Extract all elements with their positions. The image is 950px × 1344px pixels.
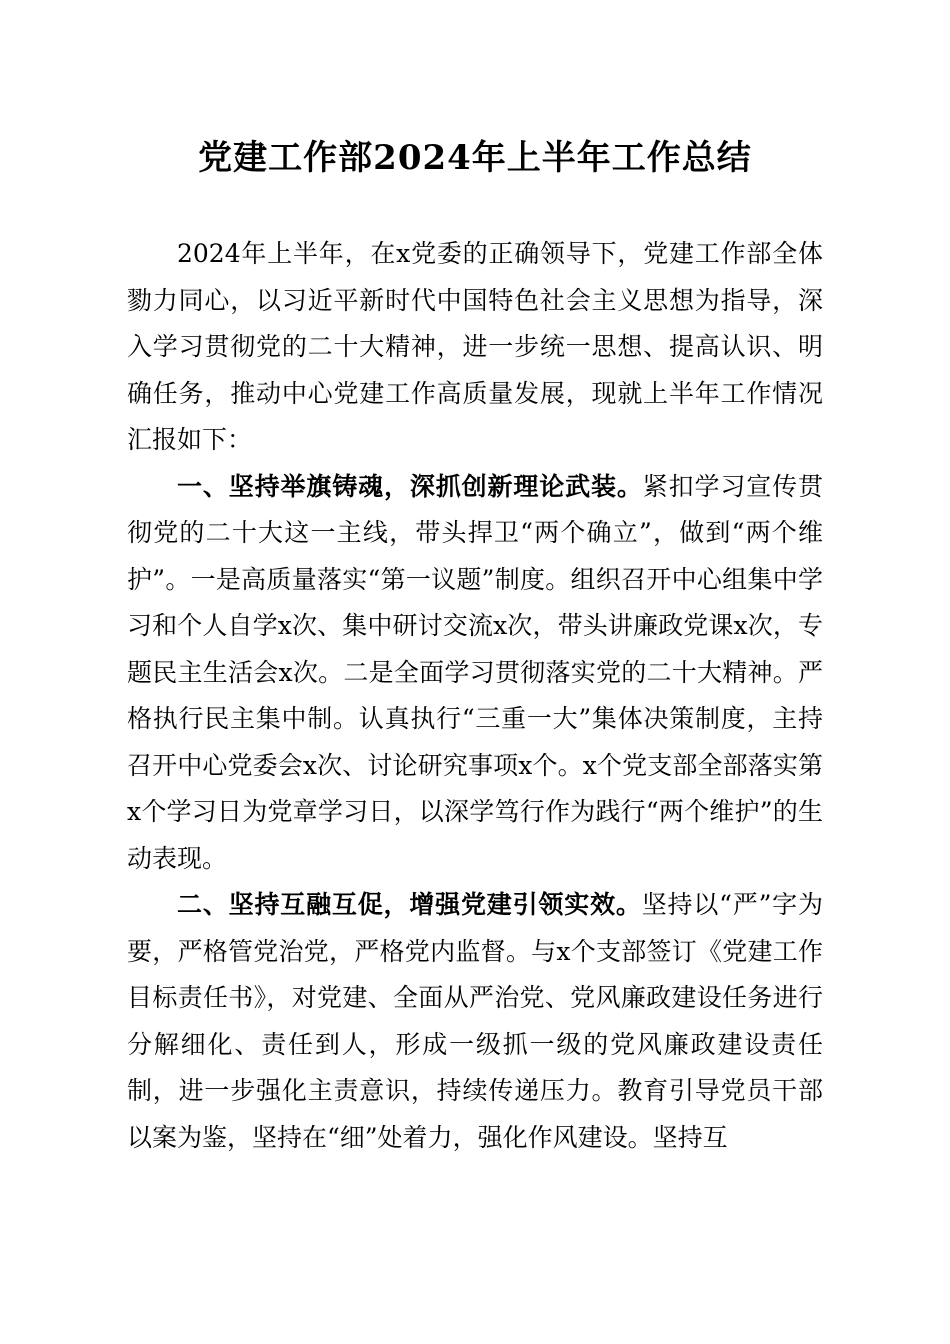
section-1-paragraph	[127, 464, 823, 883]
intro-paragraph: 2024年上半年，在x党委的正确领导下，党建工作部全体勠力同心，以习近平新时代中国特色社会主义思想为指导，深入学习贯彻党的二十大精神，进一步统一思想、提高认识、明确任务，推动中心党建工作高质量发展，现就上半年工作情况汇报如下：	[127, 239, 823, 454]
section-1-heading: 一、坚持举旗铸魂，深抓创新理论武装。	[177, 471, 643, 501]
section-2-heading: 二、坚持互融互促，增强党建引领实效。	[177, 890, 642, 919]
section-2-paragraph	[127, 882, 823, 1161]
section-2-text: 坚持以“严”字为要，严格管党治党，严格党内监督。与x个支部签订《党建工作目标责任书》，对党建、全面从严治党、党风廉政建设任务进行分解细化、责任到人，形成一级抓一级的党风廉政建设责任制，进一步强化主责意识，持续传递压力。教育引导党员干部以案为鉴，坚持在“细”处着力，强化作风建设。坚持互	[127, 890, 823, 1152]
document-body	[127, 231, 823, 1161]
section-1-text: 紧扣学习宣传贯彻党的二十大这一主线，带头捍卫“两个确立”，做到“两个维护”。一是高质量落实“第一议题”制度。组织召开中心组集中学习和个人自学x次、集中研讨交流x次，带头讲廉政党课x次，专题民主生活会x次。二是全面学习贯彻落实党的二十大精神。严格执行民主集中制。认真执行“三重一大”集体决策制度，主持召开中心党委会x次、讨论研究事项x个。x个党支部全部落实第x个学习日为党章学习日，以深学笃行作为践行“两个维护”的生动表现。	[127, 471, 823, 873]
document-title: 党建工作部2024年上半年工作总结	[198, 138, 752, 178]
